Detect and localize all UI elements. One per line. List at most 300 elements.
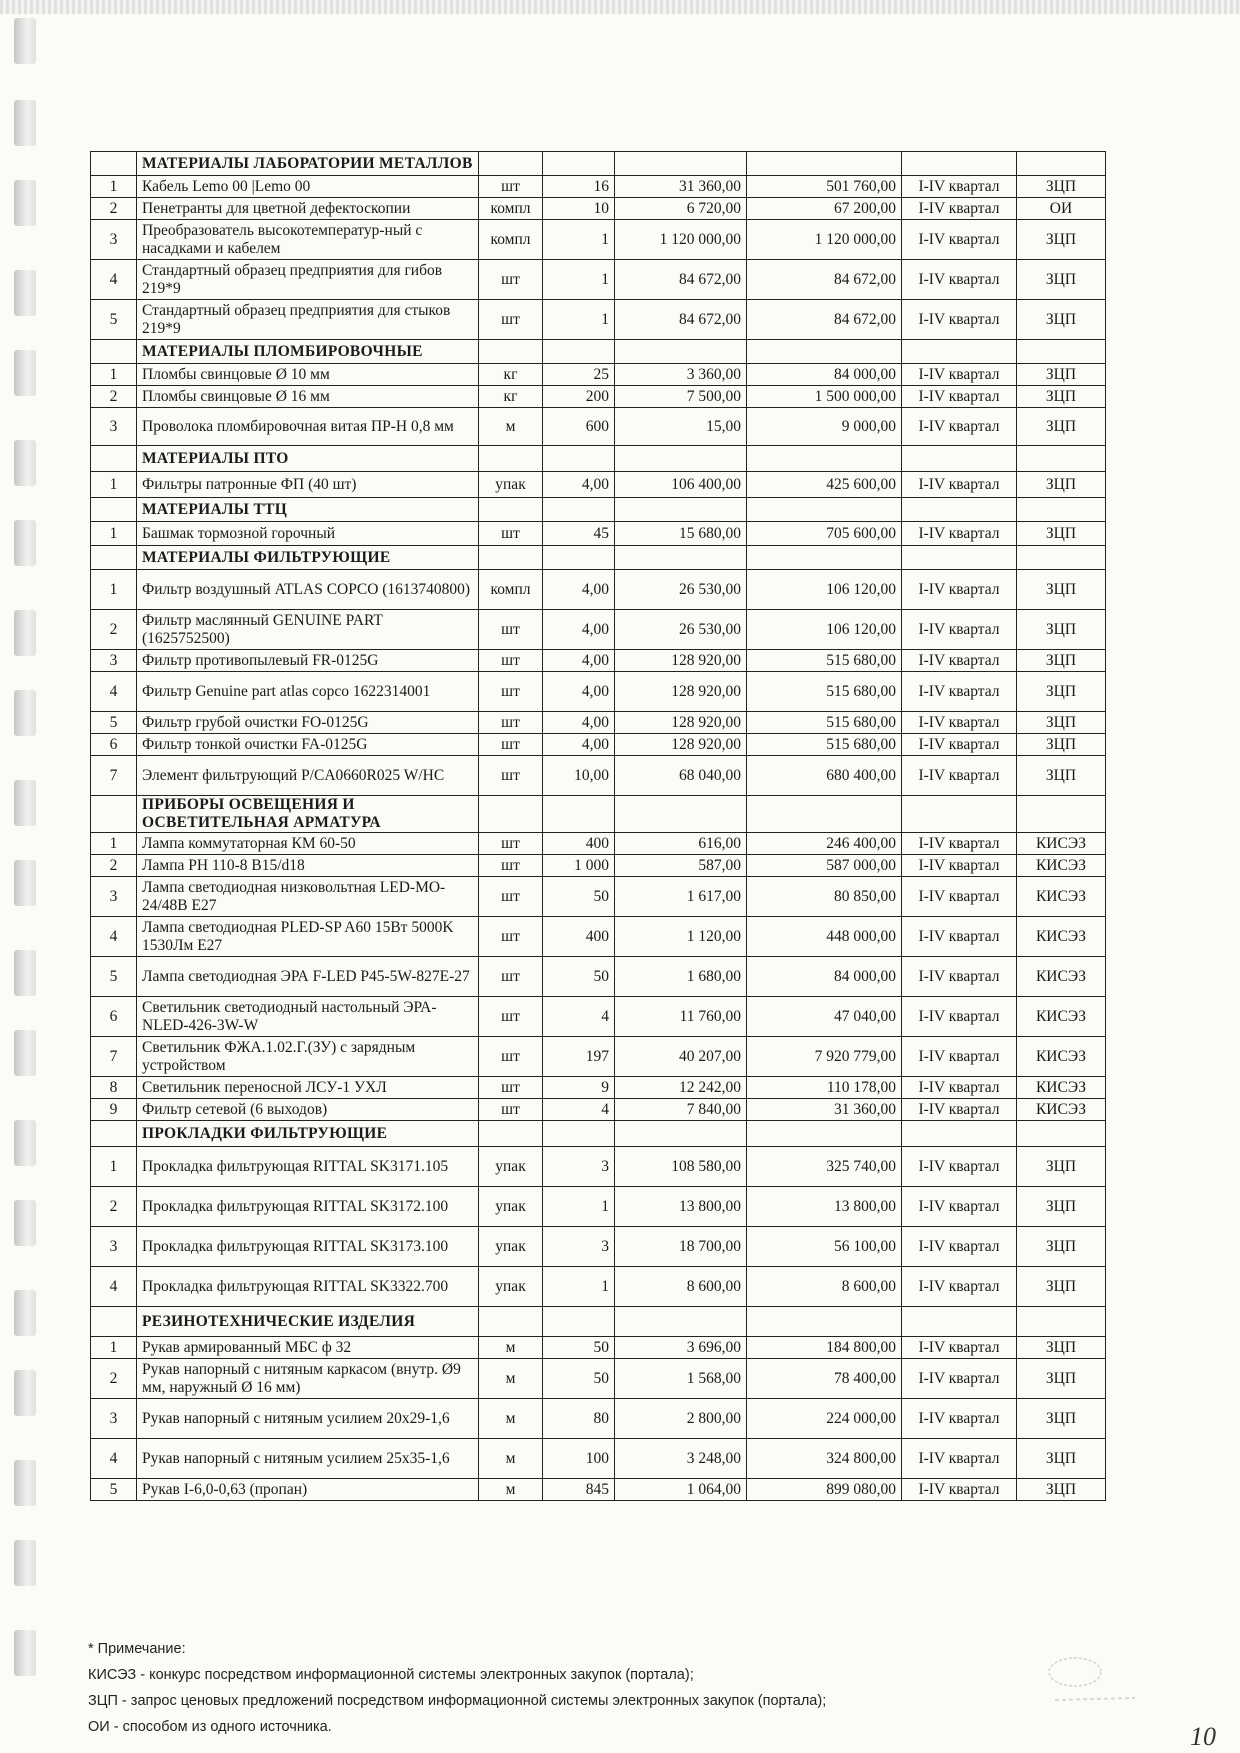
empty-cell: [902, 1307, 1017, 1337]
procurement-method-cell: КИСЭЗ: [1017, 1099, 1106, 1121]
unit-price-cell: 31 360,00: [615, 176, 747, 198]
period-cell: I-IV квартал: [902, 734, 1017, 756]
table-row: [91, 855, 1106, 877]
row-number-cell: 2: [91, 610, 137, 650]
section-title: МАТЕРИАЛЫ ТТЦ: [137, 498, 479, 522]
table-row: [91, 997, 1106, 1037]
period-cell: I-IV квартал: [902, 712, 1017, 734]
unit-cell: упак: [479, 1227, 543, 1267]
empty-cell: [902, 498, 1017, 522]
item-name-cell: Кабель Lemo 00 |Lemo 00: [137, 176, 479, 198]
unit-price-cell: 26 530,00: [615, 570, 747, 610]
empty-cell: [902, 446, 1017, 472]
period-cell: I-IV квартал: [902, 1479, 1017, 1501]
period-cell: I-IV квартал: [902, 300, 1017, 340]
period-cell: I-IV квартал: [902, 1037, 1017, 1077]
row-number-cell: 1: [91, 570, 137, 610]
section-title: ПРИБОРЫ ОСВЕЩЕНИЯ И ОСВЕТИТЕЛЬНАЯ АРМАТУРА: [137, 796, 479, 833]
period-cell: I-IV квартал: [902, 610, 1017, 650]
procurement-method-cell: ЗЦП: [1017, 756, 1106, 796]
procurement-method-cell: ЗЦП: [1017, 1399, 1106, 1439]
unit-cell: шт: [479, 877, 543, 917]
quantity-cell: 4,00: [543, 672, 615, 712]
quantity-cell: 50: [543, 1359, 615, 1399]
period-cell: I-IV квартал: [902, 1359, 1017, 1399]
unit-price-cell: 1 617,00: [615, 877, 747, 917]
item-name-cell: Стандартный образец предприятия для гибов 219*9: [137, 260, 479, 300]
row-number-cell: 4: [91, 1439, 137, 1479]
empty-cell: [615, 796, 747, 833]
table-row: [91, 1439, 1106, 1479]
empty-cell: [479, 446, 543, 472]
quantity-cell: 4: [543, 997, 615, 1037]
period-cell: I-IV квартал: [902, 1099, 1017, 1121]
note-oi: ОИ - способом из одного источника.: [88, 1719, 332, 1735]
table-row: [91, 1227, 1106, 1267]
unit-price-cell: 128 920,00: [615, 672, 747, 712]
empty-cell: [615, 152, 747, 176]
total-sum-cell: 106 120,00: [747, 570, 902, 610]
row-number-cell: 4: [91, 1267, 137, 1307]
quantity-cell: 4,00: [543, 570, 615, 610]
total-sum-cell: 325 740,00: [747, 1147, 902, 1187]
table-row: [91, 917, 1106, 957]
table-row: [91, 260, 1106, 300]
period-cell: I-IV квартал: [902, 220, 1017, 260]
empty-cell: [747, 796, 902, 833]
item-name-cell: Стандартный образец предприятия для стыков 219*9: [137, 300, 479, 340]
empty-cell: [479, 1307, 543, 1337]
procurement-method-cell: КИСЭЗ: [1017, 877, 1106, 917]
row-number-cell: 1: [91, 833, 137, 855]
empty-cell: [902, 340, 1017, 364]
unit-price-cell: 3 248,00: [615, 1439, 747, 1479]
unit-price-cell: 128 920,00: [615, 712, 747, 734]
quantity-cell: 1: [543, 1187, 615, 1227]
row-number-cell: 6: [91, 997, 137, 1037]
unit-price-cell: 68 040,00: [615, 756, 747, 796]
item-name-cell: Светильник переносной ЛСУ-1 УХЛ: [137, 1077, 479, 1099]
total-sum-cell: 78 400,00: [747, 1359, 902, 1399]
unit-price-cell: 15,00: [615, 408, 747, 446]
unit-cell: компл: [479, 220, 543, 260]
item-name-cell: Рукав I-6,0-0,63 (пропан): [137, 1479, 479, 1501]
section-number-cell: [91, 498, 137, 522]
item-name-cell: Пломбы свинцовые Ø 16 мм: [137, 386, 479, 408]
section-title: РЕЗИНОТЕХНИЧЕСКИЕ ИЗДЕЛИЯ: [137, 1307, 479, 1337]
quantity-cell: 200: [543, 386, 615, 408]
section-number-cell: [91, 152, 137, 176]
row-number-cell: 6: [91, 734, 137, 756]
section-title: МАТЕРИАЛЫ ЛАБОРАТОРИИ МЕТАЛЛОВ: [137, 152, 479, 176]
section-header: [91, 796, 1106, 833]
procurement-table: [90, 151, 1106, 1501]
row-number-cell: 1: [91, 1147, 137, 1187]
procurement-method-cell: ЗЦП: [1017, 1267, 1106, 1307]
row-number-cell: 5: [91, 957, 137, 997]
row-number-cell: 7: [91, 756, 137, 796]
empty-cell: [1017, 340, 1106, 364]
item-name-cell: Лампа светодиодная ЭРА F-LED P45-5W-827E-27: [137, 957, 479, 997]
procurement-method-cell: ЗЦП: [1017, 570, 1106, 610]
period-cell: I-IV квартал: [902, 1147, 1017, 1187]
period-cell: I-IV квартал: [902, 997, 1017, 1037]
unit-cell: м: [479, 1359, 543, 1399]
section-header: [91, 546, 1106, 570]
unit-cell: шт: [479, 917, 543, 957]
item-name-cell: Фильтр Genuine part atlas copco 1622314001: [137, 672, 479, 712]
unit-cell: шт: [479, 1037, 543, 1077]
empty-cell: [747, 1121, 902, 1147]
table-row: [91, 957, 1106, 997]
table-row: [91, 364, 1106, 386]
table-row: [91, 650, 1106, 672]
quantity-cell: 197: [543, 1037, 615, 1077]
unit-price-cell: 15 680,00: [615, 522, 747, 546]
table-row: [91, 734, 1106, 756]
empty-cell: [902, 1121, 1017, 1147]
total-sum-cell: 246 400,00: [747, 833, 902, 855]
binding-holes: [0, 0, 52, 1753]
period-cell: I-IV квартал: [902, 917, 1017, 957]
item-name-cell: Рукав напорный с нитяным усилием 25х35-1,6: [137, 1439, 479, 1479]
section-number-cell: [91, 446, 137, 472]
item-name-cell: Проволока пломбировочная витая ПР-Н 0,8 мм: [137, 408, 479, 446]
unit-price-cell: 2 800,00: [615, 1399, 747, 1439]
row-number-cell: 2: [91, 1187, 137, 1227]
item-name-cell: Лампа светодиодная низковольтная LED-MO-24/48В Е27: [137, 877, 479, 917]
empty-cell: [1017, 498, 1106, 522]
empty-cell: [1017, 1121, 1106, 1147]
unit-price-cell: 1 120 000,00: [615, 220, 747, 260]
quantity-cell: 1: [543, 1267, 615, 1307]
page-number: 10: [1190, 1722, 1216, 1751]
section-header: [91, 446, 1106, 472]
row-number-cell: 5: [91, 1479, 137, 1501]
empty-cell: [902, 796, 1017, 833]
period-cell: I-IV квартал: [902, 472, 1017, 498]
row-number-cell: 3: [91, 1399, 137, 1439]
unit-price-cell: 1 064,00: [615, 1479, 747, 1501]
total-sum-cell: 47 040,00: [747, 997, 902, 1037]
empty-cell: [479, 546, 543, 570]
total-sum-cell: 184 800,00: [747, 1337, 902, 1359]
footnotes: [88, 1636, 826, 1740]
row-number-cell: 5: [91, 300, 137, 340]
quantity-cell: 9: [543, 1077, 615, 1099]
total-sum-cell: 7 920 779,00: [747, 1037, 902, 1077]
section-title: МАТЕРИАЛЫ ФИЛЬТРУЮЩИЕ: [137, 546, 479, 570]
procurement-method-cell: ЗЦП: [1017, 672, 1106, 712]
table-row: [91, 756, 1106, 796]
item-name-cell: Преобразователь высокотемператур-ный с насадками и кабелем: [137, 220, 479, 260]
total-sum-cell: 425 600,00: [747, 472, 902, 498]
procurement-method-cell: КИСЭЗ: [1017, 917, 1106, 957]
procurement-method-cell: ЗЦП: [1017, 1479, 1106, 1501]
empty-cell: [747, 546, 902, 570]
unit-cell: шт: [479, 997, 543, 1037]
empty-cell: [479, 796, 543, 833]
total-sum-cell: 501 760,00: [747, 176, 902, 198]
item-name-cell: Светильник ФЖА.1.02.Г.(ЗУ) с зарядным устройством: [137, 1037, 479, 1077]
unit-cell: шт: [479, 260, 543, 300]
total-sum-cell: 1 500 000,00: [747, 386, 902, 408]
row-number-cell: 5: [91, 712, 137, 734]
unit-price-cell: 40 207,00: [615, 1037, 747, 1077]
section-header: [91, 340, 1106, 364]
item-name-cell: Башмак тормозной горочный: [137, 522, 479, 546]
total-sum-cell: 224 000,00: [747, 1399, 902, 1439]
period-cell: I-IV квартал: [902, 756, 1017, 796]
table-row: [91, 386, 1106, 408]
empty-cell: [615, 340, 747, 364]
total-sum-cell: 9 000,00: [747, 408, 902, 446]
unit-price-cell: 1 120,00: [615, 917, 747, 957]
item-name-cell: Светильник светодиодный настольный ЭРА-NLED-426-3W-W: [137, 997, 479, 1037]
table-row: [91, 610, 1106, 650]
empty-cell: [747, 446, 902, 472]
unit-cell: шт: [479, 610, 543, 650]
table-row: [91, 1267, 1106, 1307]
unit-cell: шт: [479, 756, 543, 796]
item-name-cell: Фильтр грубой очистки FO-0125G: [137, 712, 479, 734]
unit-cell: шт: [479, 522, 543, 546]
quantity-cell: 3: [543, 1227, 615, 1267]
quantity-cell: 3: [543, 1147, 615, 1187]
unit-price-cell: 84 672,00: [615, 260, 747, 300]
section-title: МАТЕРИАЛЫ ПТО: [137, 446, 479, 472]
notes-title: * Примечание:: [88, 1641, 186, 1657]
row-number-cell: 4: [91, 260, 137, 300]
procurement-method-cell: ЗЦП: [1017, 712, 1106, 734]
unit-cell: шт: [479, 833, 543, 855]
total-sum-cell: 84 672,00: [747, 300, 902, 340]
period-cell: I-IV квартал: [902, 855, 1017, 877]
empty-cell: [615, 546, 747, 570]
unit-price-cell: 8 600,00: [615, 1267, 747, 1307]
unit-cell: шт: [479, 650, 543, 672]
procurement-method-cell: ЗЦП: [1017, 472, 1106, 498]
period-cell: I-IV квартал: [902, 1337, 1017, 1359]
unit-price-cell: 108 580,00: [615, 1147, 747, 1187]
unit-cell: шт: [479, 672, 543, 712]
empty-cell: [479, 340, 543, 364]
empty-cell: [747, 1307, 902, 1337]
unit-cell: м: [479, 1479, 543, 1501]
procurement-method-cell: ЗЦП: [1017, 260, 1106, 300]
table-row: [91, 176, 1106, 198]
quantity-cell: 50: [543, 957, 615, 997]
period-cell: I-IV квартал: [902, 1077, 1017, 1099]
item-name-cell: Прокладка фильтрующая RITTAL SK3172.100: [137, 1187, 479, 1227]
total-sum-cell: 515 680,00: [747, 712, 902, 734]
row-number-cell: 3: [91, 877, 137, 917]
empty-cell: [747, 152, 902, 176]
row-number-cell: 2: [91, 198, 137, 220]
section-number-cell: [91, 796, 137, 833]
quantity-cell: 25: [543, 364, 615, 386]
table-row: [91, 1077, 1106, 1099]
unit-cell: шт: [479, 300, 543, 340]
unit-price-cell: 1 680,00: [615, 957, 747, 997]
unit-price-cell: 6 720,00: [615, 198, 747, 220]
empty-cell: [615, 1121, 747, 1147]
quantity-cell: 4,00: [543, 734, 615, 756]
total-sum-cell: 84 000,00: [747, 364, 902, 386]
quantity-cell: 10: [543, 198, 615, 220]
quantity-cell: 4,00: [543, 650, 615, 672]
row-number-cell: 2: [91, 386, 137, 408]
empty-cell: [479, 1121, 543, 1147]
table-row: [91, 712, 1106, 734]
row-number-cell: 3: [91, 220, 137, 260]
unit-cell: м: [479, 1439, 543, 1479]
unit-price-cell: 3 696,00: [615, 1337, 747, 1359]
period-cell: I-IV квартал: [902, 1227, 1017, 1267]
item-name-cell: Прокладка фильтрующая RITTAL SK3171.105: [137, 1147, 479, 1187]
unit-cell: упак: [479, 472, 543, 498]
section-number-cell: [91, 1121, 137, 1147]
unit-cell: кг: [479, 386, 543, 408]
empty-cell: [1017, 546, 1106, 570]
empty-cell: [479, 498, 543, 522]
unit-price-cell: 3 360,00: [615, 364, 747, 386]
quantity-cell: 4,00: [543, 472, 615, 498]
item-name-cell: Пенетранты для цветной дефектоскопии: [137, 198, 479, 220]
period-cell: I-IV квартал: [902, 1439, 1017, 1479]
row-number-cell: 3: [91, 408, 137, 446]
procurement-method-cell: КИСЭЗ: [1017, 1077, 1106, 1099]
empty-cell: [615, 1307, 747, 1337]
empty-cell: [902, 546, 1017, 570]
total-sum-cell: 1 120 000,00: [747, 220, 902, 260]
item-name-cell: Фильтр противопылевый FR-0125G: [137, 650, 479, 672]
period-cell: I-IV квартал: [902, 1267, 1017, 1307]
quantity-cell: 1 000: [543, 855, 615, 877]
row-number-cell: 1: [91, 522, 137, 546]
faint-stamp: [1035, 1650, 1145, 1710]
unit-cell: упак: [479, 1267, 543, 1307]
procurement-method-cell: ЗЦП: [1017, 386, 1106, 408]
unit-price-cell: 26 530,00: [615, 610, 747, 650]
unit-cell: шт: [479, 734, 543, 756]
row-number-cell: 4: [91, 917, 137, 957]
procurement-method-cell: ЗЦП: [1017, 408, 1106, 446]
unit-price-cell: 106 400,00: [615, 472, 747, 498]
row-number-cell: 3: [91, 1227, 137, 1267]
quantity-cell: 400: [543, 833, 615, 855]
total-sum-cell: 515 680,00: [747, 734, 902, 756]
table-row: [91, 220, 1106, 260]
section-title: ПРОКЛАДКИ ФИЛЬТРУЮЩИЕ: [137, 1121, 479, 1147]
quantity-cell: 1: [543, 300, 615, 340]
total-sum-cell: 110 178,00: [747, 1077, 902, 1099]
total-sum-cell: 106 120,00: [747, 610, 902, 650]
item-name-cell: Прокладка фильтрующая RITTAL SK3173.100: [137, 1227, 479, 1267]
procurement-method-cell: ЗЦП: [1017, 176, 1106, 198]
item-name-cell: Рукав напорный с нитяным каркасом (внутр. Ø9 мм, наружный Ø 16 мм): [137, 1359, 479, 1399]
empty-cell: [1017, 1307, 1106, 1337]
unit-price-cell: 7 500,00: [615, 386, 747, 408]
table-row: [91, 1399, 1106, 1439]
table-row: [91, 408, 1106, 446]
table-row: [91, 833, 1106, 855]
quantity-cell: 50: [543, 877, 615, 917]
table-row: [91, 1147, 1106, 1187]
item-name-cell: Фильтр тонкой очистки FA-0125G: [137, 734, 479, 756]
procurement-method-cell: ЗЦП: [1017, 650, 1106, 672]
unit-price-cell: 616,00: [615, 833, 747, 855]
unit-price-cell: 128 920,00: [615, 650, 747, 672]
period-cell: I-IV квартал: [902, 1187, 1017, 1227]
table-row: [91, 877, 1106, 917]
procurement-method-cell: ЗЦП: [1017, 1337, 1106, 1359]
unit-cell: шт: [479, 176, 543, 198]
procurement-method-cell: ОИ: [1017, 198, 1106, 220]
procurement-method-cell: КИСЭЗ: [1017, 833, 1106, 855]
empty-cell: [543, 498, 615, 522]
quantity-cell: 45: [543, 522, 615, 546]
procurement-method-cell: КИСЭЗ: [1017, 855, 1106, 877]
procurement-method-cell: ЗЦП: [1017, 1227, 1106, 1267]
quantity-cell: 4,00: [543, 712, 615, 734]
table-row: [91, 672, 1106, 712]
unit-cell: шт: [479, 712, 543, 734]
quantity-cell: 4: [543, 1099, 615, 1121]
row-number-cell: 7: [91, 1037, 137, 1077]
row-number-cell: 1: [91, 364, 137, 386]
total-sum-cell: 587 000,00: [747, 855, 902, 877]
table-row: [91, 1099, 1106, 1121]
unit-cell: шт: [479, 957, 543, 997]
total-sum-cell: 67 200,00: [747, 198, 902, 220]
period-cell: I-IV квартал: [902, 672, 1017, 712]
procurement-method-cell: ЗЦП: [1017, 1147, 1106, 1187]
procurement-method-cell: ЗЦП: [1017, 1439, 1106, 1479]
section-header: [91, 1307, 1106, 1337]
unit-cell: упак: [479, 1147, 543, 1187]
total-sum-cell: 515 680,00: [747, 672, 902, 712]
period-cell: I-IV квартал: [902, 364, 1017, 386]
section-number-cell: [91, 546, 137, 570]
unit-price-cell: 12 242,00: [615, 1077, 747, 1099]
period-cell: I-IV квартал: [902, 1399, 1017, 1439]
empty-cell: [1017, 152, 1106, 176]
unit-price-cell: 13 800,00: [615, 1187, 747, 1227]
quantity-cell: 10,00: [543, 756, 615, 796]
period-cell: I-IV квартал: [902, 650, 1017, 672]
total-sum-cell: 80 850,00: [747, 877, 902, 917]
empty-cell: [543, 152, 615, 176]
procurement-method-cell: КИСЭЗ: [1017, 997, 1106, 1037]
empty-cell: [543, 796, 615, 833]
unit-price-cell: 18 700,00: [615, 1227, 747, 1267]
empty-cell: [615, 498, 747, 522]
unit-price-cell: 7 840,00: [615, 1099, 747, 1121]
period-cell: I-IV квартал: [902, 877, 1017, 917]
unit-price-cell: 587,00: [615, 855, 747, 877]
item-name-cell: Фильтры патронные ФП (40 шт): [137, 472, 479, 498]
row-number-cell: 1: [91, 472, 137, 498]
section-number-cell: [91, 340, 137, 364]
item-name-cell: Лампа светодиодная PLED-SP A60 15Вт 5000K 1530Лм Е27: [137, 917, 479, 957]
table-row: [91, 1037, 1106, 1077]
row-number-cell: 2: [91, 1359, 137, 1399]
procurement-method-cell: КИСЭЗ: [1017, 957, 1106, 997]
unit-cell: кг: [479, 364, 543, 386]
empty-cell: [747, 498, 902, 522]
item-name-cell: Лампа РН 110-8 В15/d18: [137, 855, 479, 877]
